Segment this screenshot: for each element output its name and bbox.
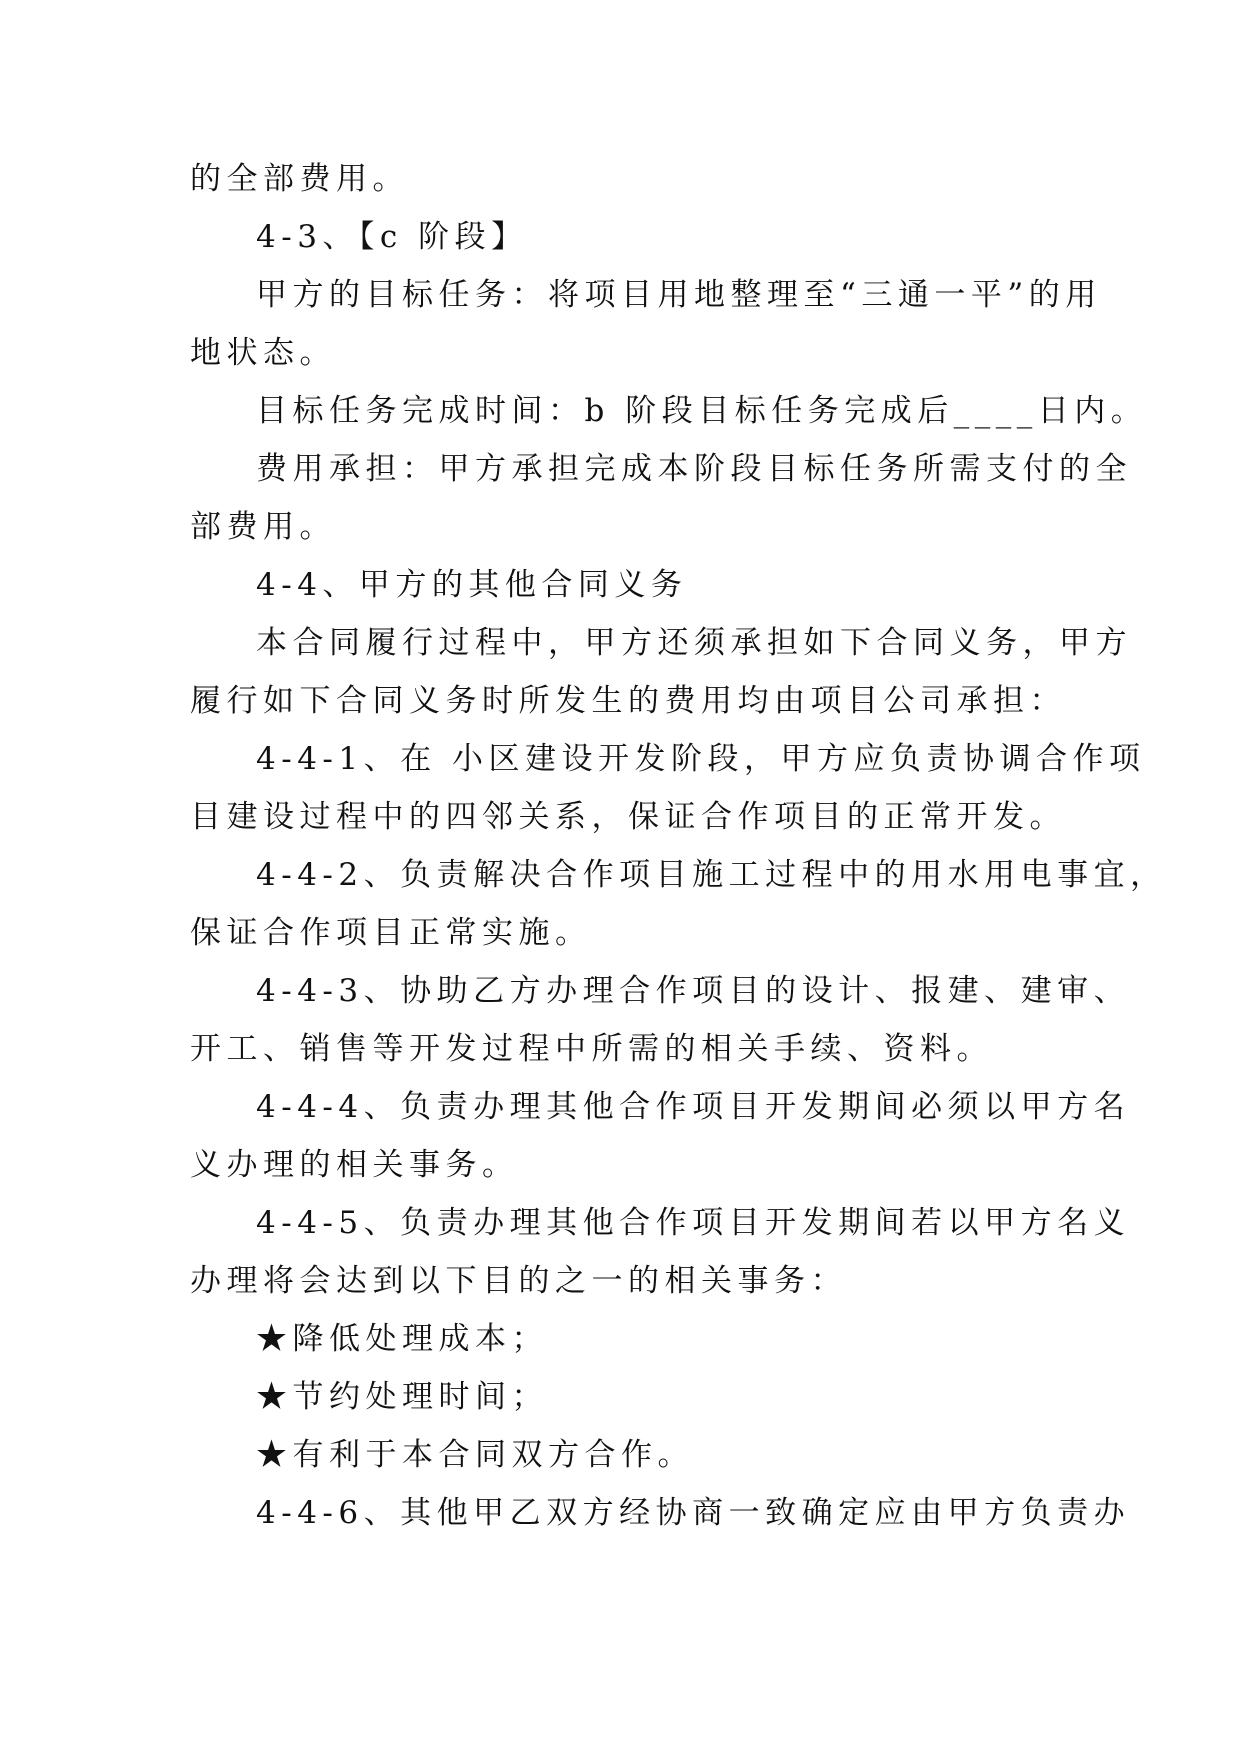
text-line: 保证合作项目正常实施。 xyxy=(190,915,592,951)
text-line: 部费用。 xyxy=(190,509,336,545)
text-line: 开工、销售等开发过程中所需的相关手续、资料。 xyxy=(190,1031,993,1067)
text-line: 4-4-3、协助乙方办理合作项目的设计、报建、建审、 xyxy=(256,973,1131,1009)
text-line: 的全部费用。 xyxy=(190,161,409,197)
text-line: 甲方的目标任务：将项目用地整理至“三通一平”的用 xyxy=(256,277,1102,313)
bullet-item: ★有利于本合同双方合作。 xyxy=(256,1437,694,1473)
text-line: 履行如下合同义务时所发生的费用均由项目公司承担： xyxy=(190,683,1066,719)
text-line: 地状态。 xyxy=(190,335,336,371)
text-line: 义办理的相关事务。 xyxy=(190,1147,519,1183)
text-line: 4-4-6、其他甲乙双方经协商一致确定应由甲方负责办 xyxy=(256,1495,1131,1531)
text-line: 目建设过程中的四邻关系，保证合作项目的正常开发。 xyxy=(190,799,1066,835)
text-line: 目标任务完成时间：b 阶段目标任务完成后____日内。 xyxy=(256,393,1148,429)
text-line: 办理将会达到以下目的之一的相关事务： xyxy=(190,1263,847,1299)
text-line: 4-4-2、负责解决合作项目施工过程中的用水用电事宜， xyxy=(256,857,1167,893)
section-heading: 4-4、甲方的其他合同义务 xyxy=(256,567,688,603)
text-line: 4-4-1、在 小区建设开发阶段，甲方应负责协调合作项 xyxy=(256,741,1146,777)
text-line: 4-4-4、负责办理其他合作项目开发期间必须以甲方名 xyxy=(256,1089,1131,1125)
section-heading: 4-3、【c 阶段】 xyxy=(256,219,528,255)
text-line: 费用承担：甲方承担完成本阶段目标任务所需支付的全 xyxy=(256,451,1132,487)
text-line: 4-4-5、负责办理其他合作项目开发期间若以甲方名义 xyxy=(256,1205,1131,1241)
text-line: 本合同履行过程中，甲方还须承担如下合同义务，甲方 xyxy=(256,625,1132,661)
bullet-item: ★降低处理成本； xyxy=(256,1321,548,1357)
bullet-item: ★节约处理时间； xyxy=(256,1379,548,1415)
